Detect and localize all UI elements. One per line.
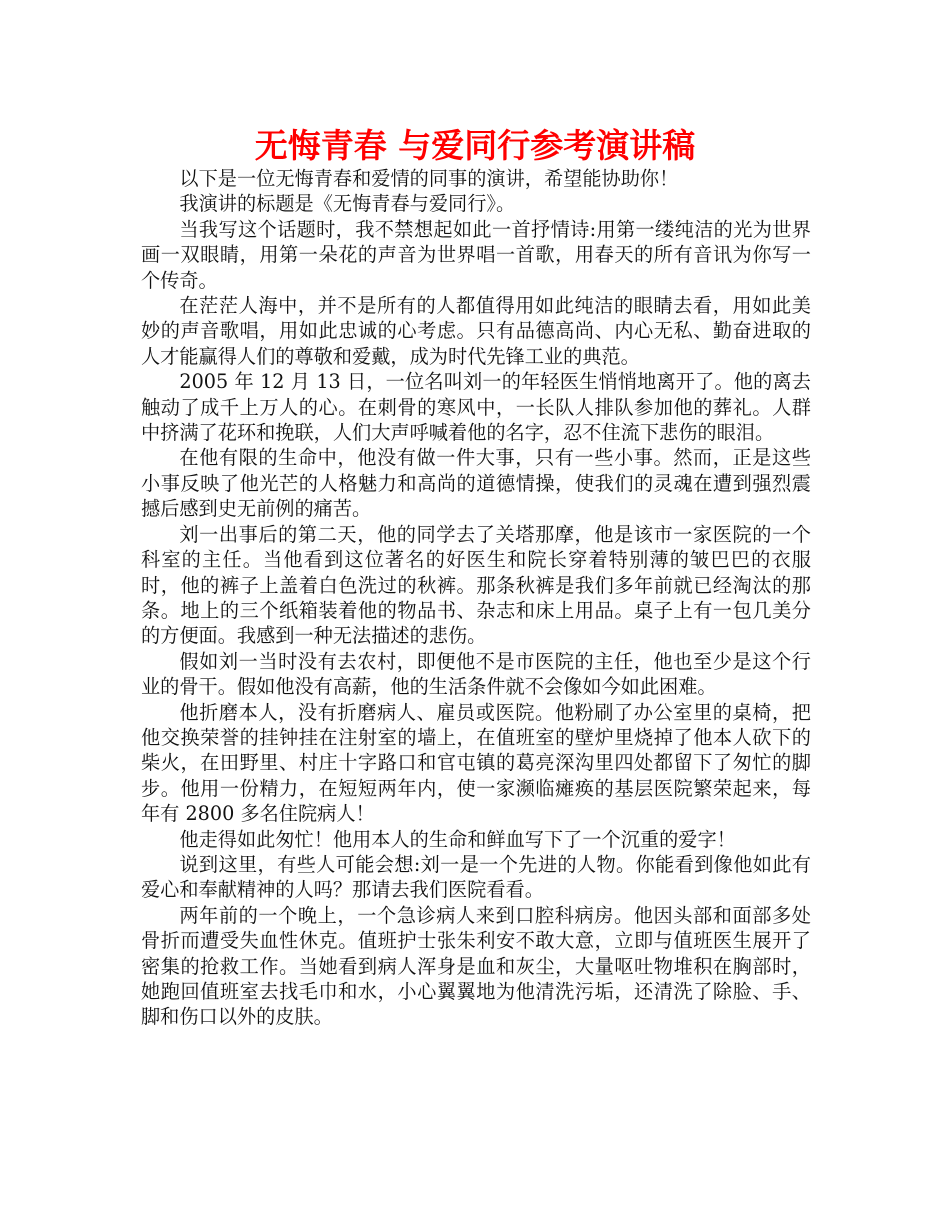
document-body <box>141 166 811 1030</box>
paragraph-intro: 以下是一位无悔青春和爱情的同事的演讲，希望能协助你！ <box>179 167 679 190</box>
paragraph: 两年前的一个晚上，一个急诊病人来到口腔科病房。他因头部和面部多处骨折而遭受失血性休克。值班护士张朱利安不敢大意，立即与值班医生展开了密集的抢救工作。当她看到病人浑身是血和灰尘，大量呕吐物堆积在胸部时，她跑回值班室去找毛巾和水，小心翼翼地为他清洗污垢，还清洗了除脸、手、脚和伤口以外的皮肤。 <box>141 903 811 1029</box>
paragraph: 说到这里，有些人可能会想:刘一是一个先进的人物。你能看到像他如此有爱心和奉献精神的人吗？那请去我们医院看看。 <box>141 852 811 902</box>
paragraph-speech-title: 我演讲的标题是《无悔青春与爱同行》。 <box>179 192 516 216</box>
paragraph: 2005 年 12 月 13 日，一位名叫刘一的年轻医生悄悄地离开了。他的离去触动了成千上万人的心。在刺骨的寒风中，一长队人排队参加他的葬礼。人群中挤满了花环和挽联，人们大声呼喊着他的名字，忍不住流下悲伤的眼泪。 <box>141 370 811 445</box>
paragraph: 在他有限的生命中，他没有做一件大事，只有一些小事。然而，正是这些小事反映了他光芒的人格魅力和高尚的道德情操，使我们的灵魂在遭到强烈震撼后感到史无前例的痛苦。 <box>141 446 811 521</box>
paragraph: 在茫茫人海中，并不是所有的人都值得用如此纯洁的眼睛去看，用如此美妙的声音歌唱，用如此忠诚的心考虑。只有品德高尚、内心无私、勤奋进取的人才能赢得人们的尊敬和爱戴，成为时代先锋工业的典范。 <box>141 294 811 368</box>
paragraph: 他走得如此匆忙！他用本人的生命和鲜血写下了一个沉重的爱字！ <box>179 827 736 851</box>
paragraph: 当我写这个话题时，我不禁想起如此一首抒情诗:用第一缕纯洁的光为世界画一双眼睛，用第一朵花的声音为世界唱一首歌，用春天的所有音讯为你写一个传奇。 <box>141 217 811 292</box>
paragraph: 刘一出事后的第二天，他的同学去了关塔那摩，他是该市一家医院的一个科室的主任。当他看到这位著名的好医生和院长穿着特别薄的皱巴巴的衣服时，他的裤子上盖着白色洗过的秋裤。那条秋裤是我们多年前就已经淘汰的那条。地上的三个纸箱装着他的物品书、杂志和床上用品。桌子上有一包几美分的方便面。我感到一种无法描述的悲伤。 <box>141 522 811 648</box>
document-title: 无悔青春 与爱同行参考演讲稿 <box>254 126 696 165</box>
paragraph: 假如刘一当时没有去农村，即便他不是市医院的主任，他也至少是这个行业的骨干。假如他没有高薪，他的生活条件就不会像如今如此困难。 <box>141 649 811 699</box>
paragraph: 他折磨本人，没有折磨病人、雇员或医院。他粉刷了办公室里的桌椅，把他交换荣誉的挂钟挂在注射室的墙上，在值班室的壁炉里烧掉了他本人砍下的柴火，在田野里、村庄十字路口和官屯镇的葛亮深沟里四处都留下了匆忙的脚步。他用一份精力，在短短两年内，使一家濒临瘫痪的基层医院繁荣起来，每年有 2800 多名住院病人！ <box>141 700 811 826</box>
